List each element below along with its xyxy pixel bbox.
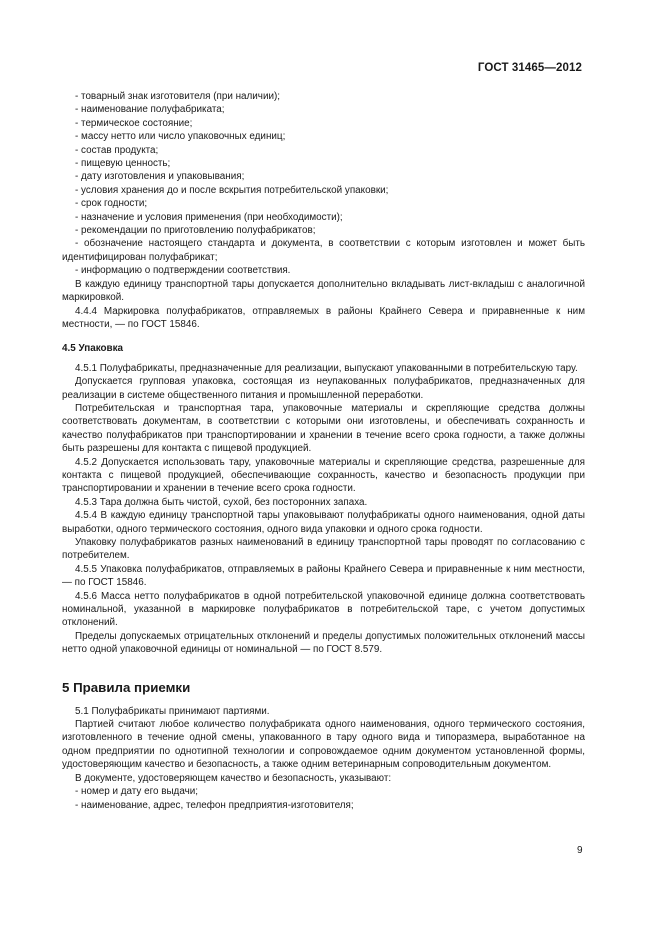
list-item: - пищевую ценность; <box>75 158 171 170</box>
paragraph: В каждую единицу транспортной тары допускается дополнительно вкладывать лист-вкладыш с аналогичной маркировкой. <box>62 278 585 304</box>
list-item: - товарный знак изготовителя (при наличии); <box>75 91 281 102</box>
paragraph: 4.5.2 Допускается использовать тару, упаковочные материалы и скрепляющие средства, разрешенные для контакта с пищевой продукцией, обеспечивающие сохранность, качество и безопасность продукции при транспортировании и хранении в течение всего срока годности. <box>62 456 585 495</box>
section-heading-4-5: 4.5 Упаковка <box>62 343 124 355</box>
list-item: - обозначение настоящего стандарта и документа, в соответствии с которым изготовлен и может быть идентифицирован полуфабрикат; <box>62 238 585 263</box>
paragraph: Упаковку полуфабрикатов разных наименований в единицу транспортной тары проводят по согласованию с потребителем. <box>62 537 585 562</box>
document-body <box>62 90 585 812</box>
paragraph: 4.5.4 В каждую единицу транспортной тары упаковывают полуфабрикаты одного наименования, одной даты выработки, одного термического состояния, одного вида упаковки и одного срока годности. <box>62 510 585 535</box>
list-item: - наименование полуфабриката; <box>75 104 225 116</box>
paragraph: 4.5.5 Упаковка полуфабрикатов, отправляемых в районы Крайнего Севера и приравненные к ним местности, — по ГОСТ 15846. <box>62 563 585 589</box>
list-item: - назначение и условия применения (при необходимости); <box>75 211 343 223</box>
list-item: - состав продукта; <box>75 144 159 156</box>
paragraph: Потребительская и транспортная тара, упаковочные материалы и скрепляющие средства должны соответствовать документам, в соответствии с которыми они изготовлены, и обеспечивать сохранность и качество полуфабрикатов при транспортировании и хранении в течение всего срока годности, а также должны быть разрешены для контакта с пищевой продукцией. <box>62 402 585 455</box>
standard-header: ГОСТ 31465—2012 <box>477 62 582 74</box>
paragraph: 4.5.1 Полуфабрикаты, предназначенные для реализации, выпускают упакованными в потребительскую тару. <box>75 362 578 374</box>
list-item: - наименование, адрес, телефон предприятия-изготовителя; <box>75 799 354 811</box>
list-item: - термическое состояние; <box>75 117 193 129</box>
paragraph: Допускается групповая упаковка, состоящая из неупакованных полуфабрикатов, предназначенных для реализации в системе общественного питания и промышленной переработки. <box>62 376 585 401</box>
list-item: - информацию о подтверждении соответствия. <box>75 265 291 277</box>
list-item: - рекомендации по приготовлению полуфабрикатов; <box>75 225 316 237</box>
list-item: - массу нетто или число упаковочных единиц; <box>75 131 286 143</box>
section-heading-5: 5 Правила приемки <box>62 679 191 695</box>
paragraph: В документе, удостоверяющем качество и безопасность, указывают: <box>75 772 392 784</box>
paragraph: Партией считают любое количество полуфабриката одного наименования, одного термического состояния, изготовленного в течение одной смены, упакованного в тару одного вида и типоразмера, выработанное на одном предприятии по однотипной технологии и сопровождаемое одним документом установленной формы, удостоверяющим качество и безопасность, а также одним ветеринарным сопроводительным документом. <box>62 719 585 771</box>
list-item: - условия хранения до и после вскрытия потребительской упаковки; <box>75 184 389 196</box>
list-item: - срок годности; <box>75 198 148 210</box>
paragraph: 4.4.4 Маркировка полуфабрикатов, отправляемых в районы Крайнего Севера и приравненные к ним местности, — по ГОСТ 15846. <box>62 305 585 330</box>
paragraph: 5.1 Полуфабрикаты принимают партиями. <box>75 705 270 717</box>
list-item: - дату изготовления и упаковывания; <box>75 171 245 183</box>
page-number: 9 <box>577 845 583 856</box>
list-item: - номер и дату его выдачи; <box>75 786 199 798</box>
paragraph: 4.5.3 Тара должна быть чистой, сухой, без посторонних запаха. <box>75 496 368 508</box>
paragraph: 4.5.6 Масса нетто полуфабрикатов в одной потребительской упаковочной единице должна соответствовать номинальной, указанной в маркировке полуфабрикатов в потребительской таре, с учетом допустимых отклонений. <box>62 590 585 629</box>
paragraph: Пределы допускаемых отрицательных отклонений и пределы допустимых положительных отклонений массы нетто одной упаковочной единицы от номинальной — по ГОСТ 8.579. <box>62 630 585 656</box>
